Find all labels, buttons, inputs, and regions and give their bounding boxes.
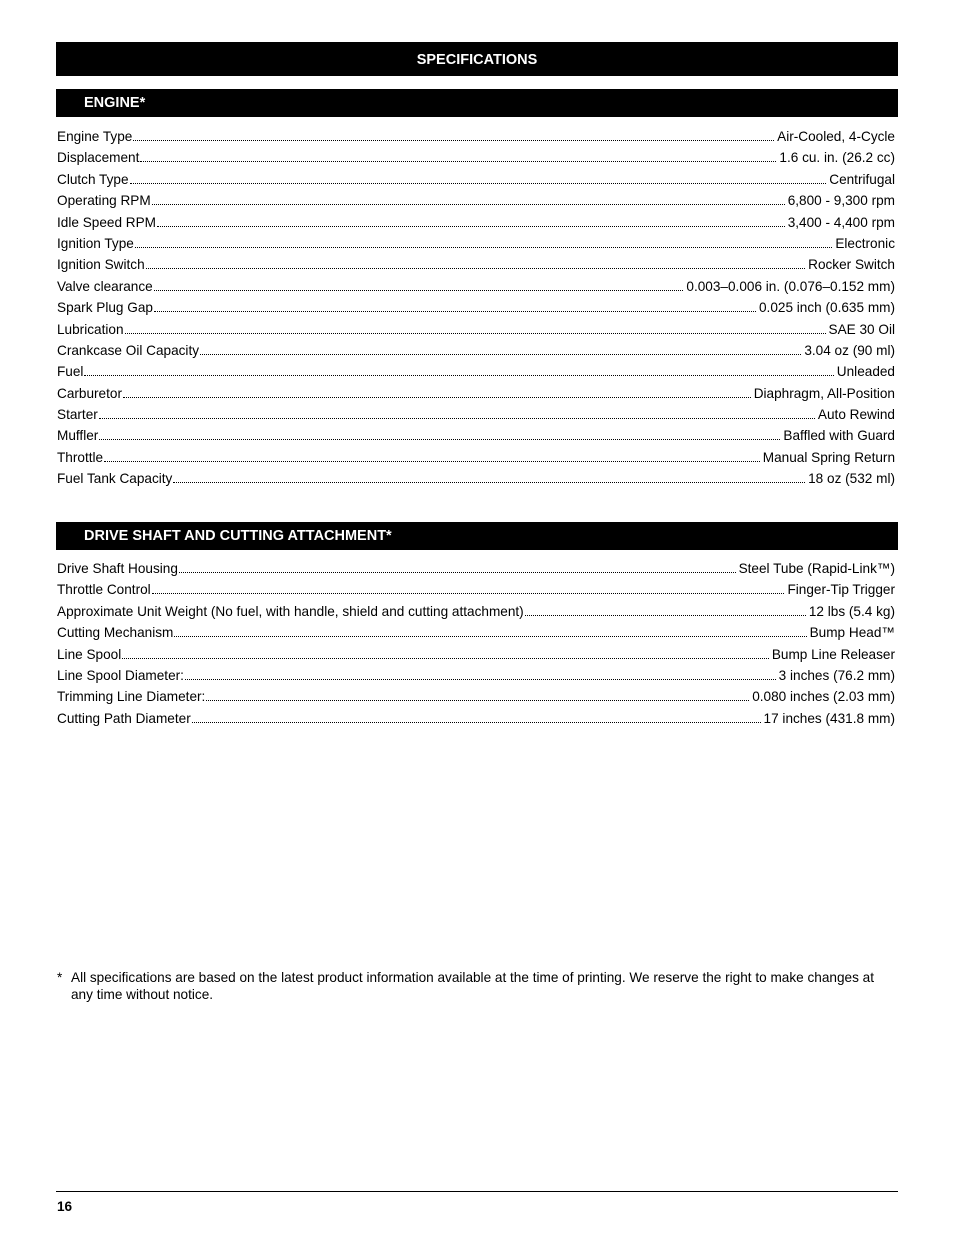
spec-row	[57, 340, 895, 361]
spec-row	[57, 361, 895, 382]
spec-label: Carburetor	[57, 385, 122, 401]
spec-label: Approximate Unit Weight (No fuel, with handle, shield and cutting attachment)	[57, 603, 524, 619]
spec-value: 18 oz (532 ml)	[808, 471, 895, 487]
drive-section-header	[56, 522, 898, 550]
engine-spec-list	[57, 126, 895, 490]
dot-leader	[179, 563, 736, 573]
spec-label: Ignition Type	[57, 235, 134, 251]
spec-label: Line Spool	[57, 646, 122, 662]
spec-label: Crankcase Oil Capacity	[57, 342, 200, 358]
spec-row	[57, 233, 895, 254]
spec-label: Line Spool Diameter:	[57, 667, 184, 683]
footnote	[57, 970, 897, 1003]
spec-value: 0.025 inch (0.635 mm)	[758, 300, 895, 316]
dot-leader	[99, 409, 815, 419]
spec-label: Cutting Mechanism	[57, 625, 174, 641]
spec-label: Throttle Control	[57, 582, 151, 598]
spec-label: Fuel	[57, 364, 84, 380]
spec-row	[57, 447, 895, 468]
spec-value: 3.04 oz (90 ml)	[804, 342, 895, 358]
dot-leader	[157, 217, 785, 227]
dot-leader	[206, 691, 749, 701]
spec-value: 0.003–0.006 in. (0.076–0.152 mm)	[686, 278, 895, 294]
spec-label: Engine Type	[57, 129, 133, 144]
engine-section-title: ENGINE*	[84, 95, 146, 111]
spec-label: Trimming Line Diameter:	[57, 689, 206, 705]
dot-leader	[104, 452, 760, 462]
spec-value: Steel Tube (Rapid-Link™)	[738, 561, 895, 576]
spec-value: Unleaded	[836, 364, 895, 380]
spec-label: Starter	[57, 407, 98, 423]
specifications-header	[56, 42, 898, 76]
spec-value: Finger-Tip Trigger	[787, 582, 895, 598]
spec-value: 17 inches (431.8 mm)	[763, 710, 895, 726]
dot-leader	[135, 238, 832, 248]
spec-value: 1.6 cu. in. (26.2 cc)	[779, 150, 895, 166]
dot-leader	[152, 584, 785, 594]
spec-label: Fuel Tank Capacity	[57, 471, 173, 487]
spec-row	[57, 212, 895, 233]
spec-value: Bump Line Releaser	[771, 646, 895, 662]
spec-row	[57, 297, 895, 318]
spec-row	[57, 425, 895, 446]
spec-label: Clutch Type	[57, 171, 129, 187]
dot-leader	[525, 606, 806, 616]
dot-leader	[174, 627, 806, 637]
drive-spec-list	[57, 558, 895, 729]
spec-row	[57, 665, 895, 686]
specifications-title: SPECIFICATIONS	[416, 52, 538, 68]
footnote-text: All specifications are based on the latest product information available at the time of printing. We reserve the right to make changes at any time without notice.	[71, 970, 874, 1002]
footer-divider	[56, 1191, 898, 1192]
spec-value: Bump Head™	[809, 625, 895, 641]
spec-label: Throttle	[57, 449, 104, 465]
dot-leader	[185, 670, 776, 680]
dot-leader	[200, 345, 801, 355]
spec-label: Muffler	[57, 428, 99, 444]
drive-section-title: DRIVE SHAFT AND CUTTING ATTACHMENT*	[84, 528, 392, 544]
dot-leader	[140, 152, 776, 162]
spec-row	[57, 644, 895, 665]
footnote-mark: *	[57, 970, 63, 985]
spec-row	[57, 468, 895, 489]
spec-value: Rocker Switch	[808, 257, 895, 273]
spec-value: Air-Cooled, 4-Cycle	[777, 129, 895, 144]
spec-row	[57, 126, 895, 147]
spec-value: 3,400 - 4,400 rpm	[787, 214, 895, 230]
spec-row	[57, 601, 895, 622]
spec-row	[57, 383, 895, 404]
dot-leader	[192, 713, 761, 723]
dot-leader	[154, 302, 756, 312]
spec-row	[57, 404, 895, 425]
spec-value: 0.080 inches (2.03 mm)	[752, 689, 895, 705]
spec-label: Drive Shaft Housing	[57, 561, 178, 576]
engine-section-header	[56, 89, 898, 117]
spec-label: Valve clearance	[57, 278, 153, 294]
dot-leader	[133, 131, 774, 141]
dot-leader	[123, 388, 751, 398]
spec-label: Cutting Path Diameter	[57, 710, 191, 726]
spec-label: Ignition Switch	[57, 257, 145, 273]
spec-label: Lubrication	[57, 321, 124, 337]
spec-label: Displacement	[57, 150, 140, 166]
spec-label: Operating RPM	[57, 193, 151, 209]
spec-value: 12 lbs (5.4 kg)	[808, 603, 895, 619]
spec-row	[57, 276, 895, 297]
dot-leader	[125, 324, 826, 334]
dot-leader	[130, 174, 827, 184]
spec-row	[57, 579, 895, 600]
spec-row	[57, 254, 895, 275]
spec-label: Idle Speed RPM	[57, 214, 156, 230]
spec-value: Diaphragm, All-Position	[753, 385, 895, 401]
spec-row	[57, 622, 895, 643]
page-number: 16	[57, 1199, 73, 1214]
spec-row	[57, 190, 895, 211]
spec-row	[57, 686, 895, 707]
spec-row	[57, 558, 895, 579]
dot-leader	[122, 649, 769, 659]
spec-value: 3 inches (76.2 mm)	[778, 667, 895, 683]
spec-row	[57, 708, 895, 729]
spec-row	[57, 169, 895, 190]
dot-leader	[173, 473, 805, 483]
spec-value: Auto Rewind	[817, 407, 895, 423]
spec-value: SAE 30 Oil	[828, 321, 895, 337]
spec-row	[57, 147, 895, 168]
spec-value: Electronic	[835, 235, 895, 251]
spec-value: 6,800 - 9,300 rpm	[787, 193, 895, 209]
dot-leader	[99, 430, 780, 440]
spec-value: Centrifugal	[829, 171, 895, 187]
dot-leader	[152, 195, 785, 205]
dot-leader	[154, 281, 684, 291]
spec-value: Baffled with Guard	[783, 428, 895, 444]
spec-value: Manual Spring Return	[762, 449, 895, 465]
spec-label: Spark Plug Gap	[57, 300, 153, 316]
dot-leader	[146, 259, 805, 269]
dot-leader	[84, 366, 833, 376]
spec-row	[57, 319, 895, 340]
